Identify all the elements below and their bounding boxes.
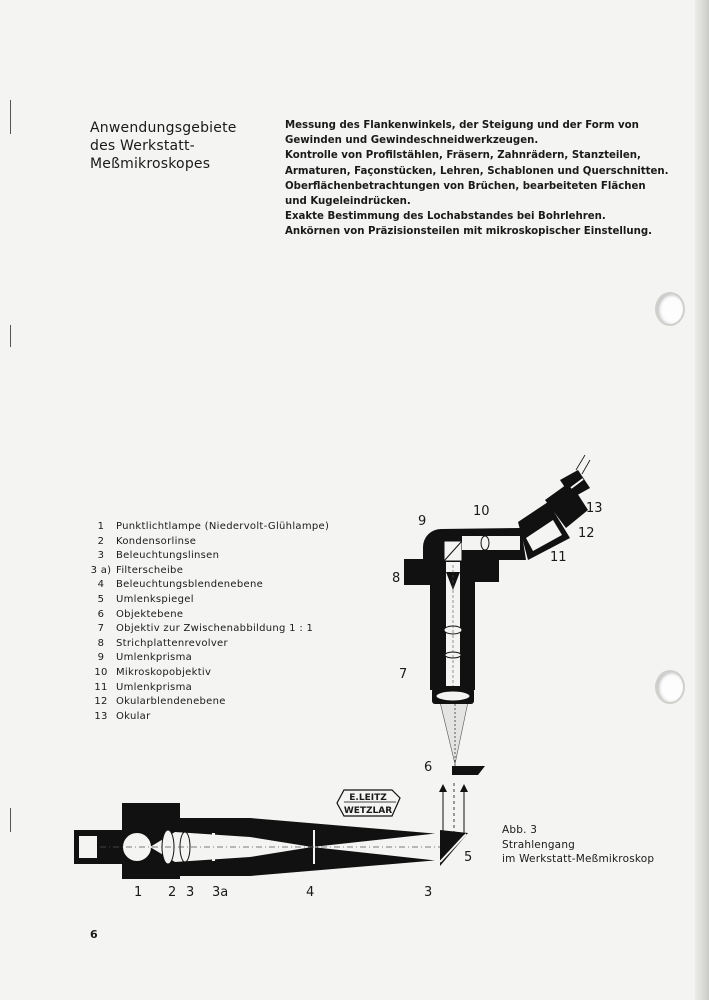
label-6: 6 xyxy=(424,760,433,775)
label-12: 12 xyxy=(578,526,595,541)
legend-text: Umlenkprisma xyxy=(116,652,193,664)
label-1: 1 xyxy=(134,885,143,900)
title-line: des Werkstatt- xyxy=(90,138,195,154)
label-11: 11 xyxy=(550,550,567,565)
tube-outline xyxy=(423,528,526,690)
object-stage xyxy=(452,766,485,775)
legend-number: 9 xyxy=(97,652,105,664)
title-line: Meßmikroskopes xyxy=(90,156,211,172)
legend-number: 13 xyxy=(94,710,108,722)
logo-line2: WETZLAR xyxy=(343,806,393,816)
label-3-right: 3 xyxy=(424,885,433,900)
eye-ray xyxy=(576,455,585,470)
label-3a: 3a xyxy=(212,885,229,900)
usage-line: und Kugeleindrücken. xyxy=(285,196,411,208)
caption-line: Strahlengang xyxy=(502,838,576,851)
label-8: 8 xyxy=(392,571,401,586)
leitz-logo xyxy=(337,790,400,816)
legend-number: 3 a) xyxy=(90,564,112,576)
horizontal-channel xyxy=(462,536,520,550)
legend-text: Umlenkprisma xyxy=(116,681,193,693)
legend-number: 4 xyxy=(97,579,105,591)
label-10: 10 xyxy=(473,504,490,519)
legend-number: 11 xyxy=(94,681,108,693)
arrow-up-left xyxy=(439,784,447,792)
legend-text: Objektiv zur Zwischenabbildung 1 : 1 xyxy=(116,623,314,635)
title-line: Anwendungsgebiete xyxy=(90,120,237,136)
legend-number: 7 xyxy=(97,623,105,635)
objective-lens xyxy=(436,691,470,701)
legend-text: Filterscheibe xyxy=(116,564,184,576)
logo-line1: E.LEITZ xyxy=(349,793,387,803)
label-13: 13 xyxy=(586,501,603,516)
object-light-cone xyxy=(440,702,468,764)
label-9: 9 xyxy=(418,514,427,529)
usage-line: Oberflächenbetrachtungen von Brüchen, bearbeiteten Flächen xyxy=(285,180,646,192)
legend-number: 5 xyxy=(97,593,105,605)
legend-text: Umlenkspiegel xyxy=(116,593,194,605)
label-7: 7 xyxy=(399,667,408,682)
page-number: 6 xyxy=(90,928,98,941)
legend-text: Beleuchtungsblendenebene xyxy=(116,579,264,591)
usage-line: Messung des Flankenwinkels, der Steigung und der Form von xyxy=(285,120,639,131)
label-4: 4 xyxy=(306,885,315,900)
legend-text: Strichplattenrevolver xyxy=(116,637,228,649)
label-2: 2 xyxy=(168,885,177,900)
microscope-objective xyxy=(481,536,489,550)
usage-line: Gewinden und Gewindeschneidwerkzeugen. xyxy=(285,135,539,147)
usage-line: Kontrolle von Profilstählen, Fräsern, Zahnrädern, Stanzteilen, xyxy=(285,150,641,162)
microscope-body xyxy=(404,528,526,704)
usage-line: Exakte Bestimmung des Lochabstandes bei Bohrlehren. xyxy=(285,211,606,223)
usage-line: Armaturen, Façonstücken, Lehren, Schablonen und Querschnitten. xyxy=(285,165,669,177)
legend-text: Okular xyxy=(116,710,151,722)
figure-caption xyxy=(502,823,654,867)
legend-text: Okularblendenebene xyxy=(116,696,226,708)
arrow-up-right xyxy=(460,784,468,792)
reticle-revolver xyxy=(404,559,434,585)
lamp-socket xyxy=(79,836,97,858)
eyepiece-assembly xyxy=(518,455,590,560)
eye-ray xyxy=(582,460,590,474)
label-3: 3 xyxy=(186,885,195,900)
legend-text: Mikroskopobjektiv xyxy=(116,666,212,678)
usage-line: Ankörnen von Präzisionsteilen mit mikroskopischer Einstellung. xyxy=(285,226,653,238)
legend-number: 3 xyxy=(97,550,105,562)
legend-text: Beleuchtungslinsen xyxy=(116,550,220,562)
legend-number: 6 xyxy=(97,608,105,620)
legend-text: Kondensorlinse xyxy=(116,535,197,547)
label-5: 5 xyxy=(464,850,473,865)
caption-line: im Werkstatt-Meßmikroskop xyxy=(502,853,655,866)
legend-number: 8 xyxy=(97,637,105,649)
legend-number: 1 xyxy=(97,521,105,532)
legend-number: 12 xyxy=(94,696,108,708)
vertical-beam xyxy=(439,700,485,840)
illumination-tube xyxy=(74,803,468,879)
legend-number: 10 xyxy=(94,666,108,678)
legend-number: 2 xyxy=(97,535,105,547)
legend-text: Objektebene xyxy=(116,608,184,620)
legend-text: Punktlichtlampe (Niedervolt-Glühlampe) xyxy=(116,521,330,532)
caption-line: Abb. 3 xyxy=(502,824,538,836)
